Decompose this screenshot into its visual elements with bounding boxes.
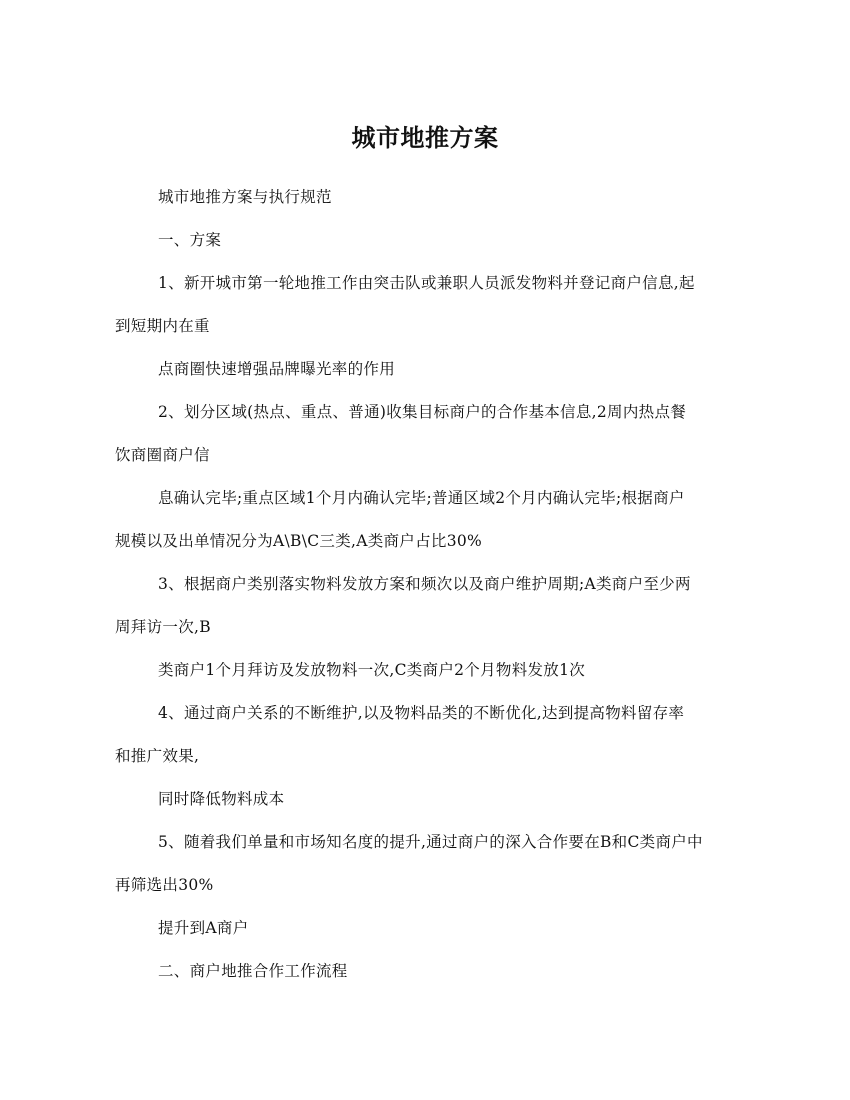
body-line: 提升到A商户 — [158, 919, 249, 937]
body-line: 再筛选出30% — [115, 876, 214, 894]
document-body — [115, 176, 727, 993]
body-line: 周拜访一次,B — [115, 618, 211, 636]
page-title: 城市地推方案 — [351, 123, 499, 152]
body-line: 3、根据商户类别落实物料发放方案和频次以及商户维护周期;A类商户至少两 — [158, 575, 691, 593]
body-line: 和推广效果, — [115, 747, 200, 765]
body-line: 2、划分区域(热点、重点、普通)收集目标商户的合作基本信息,2周内热点餐 — [158, 403, 687, 421]
body-line: 二、商户地推合作工作流程 — [158, 962, 348, 980]
body-line: 一、方案 — [158, 231, 222, 249]
body-line: 点商圈快速增强品牌曝光率的作用 — [158, 360, 396, 378]
body-line: 4、通过商户关系的不断维护,以及物料品类的不断优化,达到提高物料留存率 — [158, 704, 685, 722]
body-line: 1、新开城市第一轮地推工作由突击队或兼职人员派发物料并登记商户信息,起 — [158, 274, 695, 292]
body-line: 到短期内在重 — [115, 317, 210, 335]
body-line: 同时降低物料成本 — [158, 790, 285, 808]
body-line: 5、随着我们单量和市场知名度的提升,通过商户的深入合作要在B和C类商户中 — [158, 833, 703, 851]
body-line: 类商户1个月拜访及发放物料一次,C类商户2个月物料发放1次 — [158, 661, 586, 679]
body-line: 规模以及出单情况分为A\B\C三类,A类商户占比30% — [115, 532, 483, 550]
body-line: 息确认完毕;重点区域1个月内确认完毕;普通区域2个月内确认完毕;根据商户 — [158, 489, 685, 507]
body-line: 城市地推方案与执行规范 — [158, 188, 332, 206]
body-line: 饮商圈商户信 — [115, 446, 210, 464]
